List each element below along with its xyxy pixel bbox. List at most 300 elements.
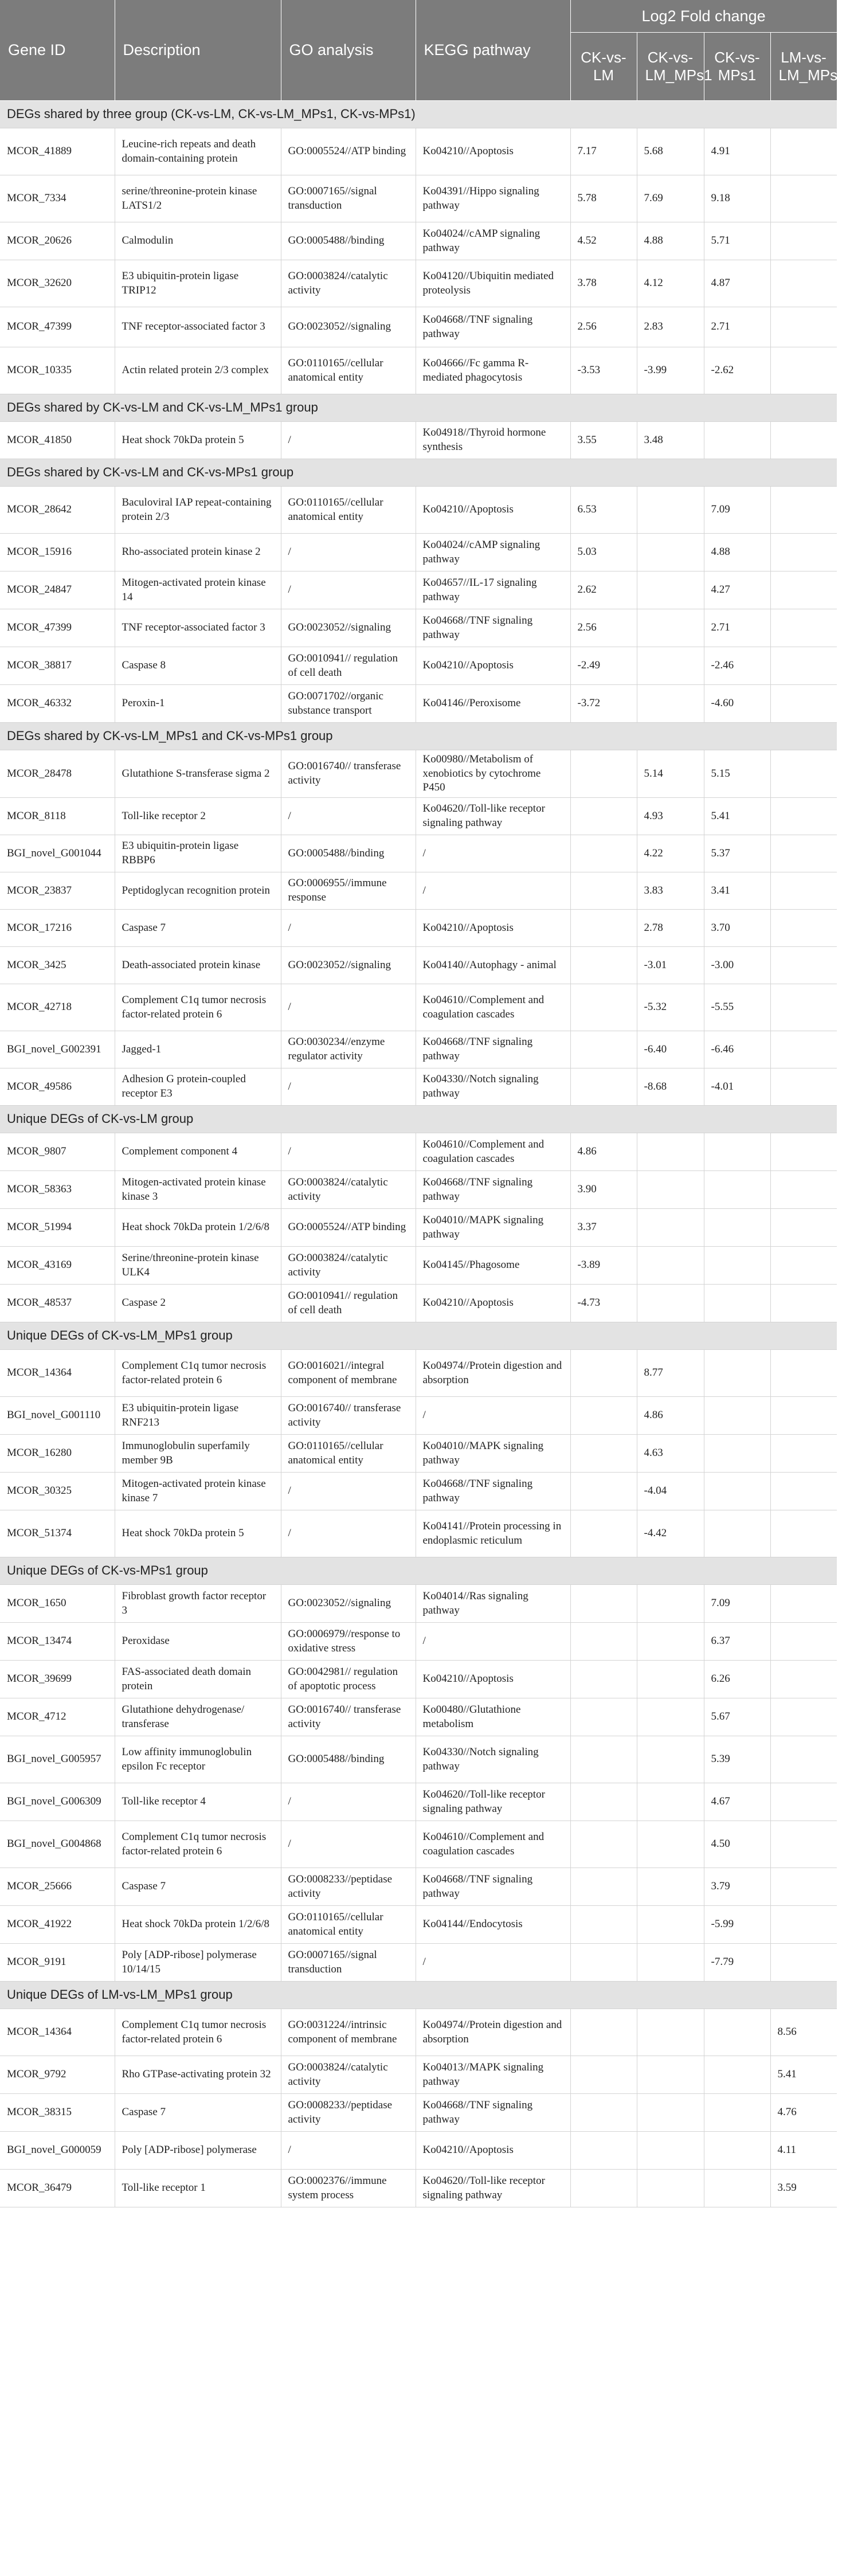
fc-lm-vs-lm-mps1-cell bbox=[770, 1944, 837, 1982]
fc-ck-vs-lm-mps1-cell bbox=[637, 487, 704, 534]
description-cell: Poly [ADP-ribose] polymerase 10/14/15 bbox=[115, 1944, 281, 1982]
fc-ck-vs-lm-cell: 2.62 bbox=[570, 571, 637, 609]
group-header-row bbox=[0, 1322, 837, 1350]
fc-lm-vs-lm-mps1-cell bbox=[770, 947, 837, 984]
fc-ck-vs-lm-cell bbox=[570, 1944, 637, 1982]
go-analysis-cell: GO:0008233//peptidase activity bbox=[281, 2094, 416, 2132]
description-cell: Complement component 4 bbox=[115, 1133, 281, 1171]
description-cell: Complement C1q tumor necrosis factor-related protein 6 bbox=[115, 984, 281, 1031]
kegg-pathway-cell: Ko04974//Protein digestion and absorption bbox=[416, 1350, 570, 1397]
table-row bbox=[0, 260, 837, 307]
kegg-pathway-cell: Ko04668//TNF signaling pathway bbox=[416, 1171, 570, 1209]
kegg-pathway-cell: Ko04140//Autophagy - animal bbox=[416, 947, 570, 984]
fc-lm-vs-lm-mps1-cell bbox=[770, 571, 837, 609]
header-go-analysis: GO analysis bbox=[281, 0, 416, 101]
kegg-pathway-cell: Ko04144//Endocytosis bbox=[416, 1906, 570, 1944]
fc-ck-vs-mps1-cell bbox=[704, 2056, 770, 2094]
fc-lm-vs-lm-mps1-cell bbox=[770, 487, 837, 534]
fc-ck-vs-lm-cell: 2.56 bbox=[570, 307, 637, 347]
gene-id-cell: MCOR_28478 bbox=[0, 750, 115, 798]
gene-id-cell: MCOR_41889 bbox=[0, 128, 115, 175]
fc-lm-vs-lm-mps1-cell bbox=[770, 1623, 837, 1661]
fc-lm-vs-lm-mps1-cell bbox=[770, 1661, 837, 1698]
fc-ck-vs-lm-mps1-cell bbox=[637, 1868, 704, 1906]
go-analysis-cell: GO:0110165//cellular anatomical entity bbox=[281, 347, 416, 394]
fc-ck-vs-lm-cell bbox=[570, 1031, 637, 1068]
fc-ck-vs-lm-mps1-cell: 4.63 bbox=[637, 1435, 704, 1473]
fc-ck-vs-lm-mps1-cell: 4.88 bbox=[637, 222, 704, 260]
kegg-pathway-cell: Ko04210//Apoptosis bbox=[416, 1285, 570, 1322]
fc-ck-vs-lm-cell bbox=[570, 2170, 637, 2207]
go-analysis-cell: GO:0016740// transferase activity bbox=[281, 1698, 416, 1736]
go-analysis-cell: GO:0008233//peptidase activity bbox=[281, 1868, 416, 1906]
fc-ck-vs-lm-mps1-cell: -6.40 bbox=[637, 1031, 704, 1068]
gene-id-cell: MCOR_1650 bbox=[0, 1585, 115, 1623]
gene-id-cell: MCOR_15916 bbox=[0, 534, 115, 571]
fc-lm-vs-lm-mps1-cell bbox=[770, 609, 837, 647]
fc-ck-vs-lm-cell: 3.37 bbox=[570, 1209, 637, 1247]
fc-ck-vs-lm-cell bbox=[570, 1821, 637, 1868]
fc-ck-vs-lm-cell: 2.56 bbox=[570, 609, 637, 647]
fc-ck-vs-lm-mps1-cell bbox=[637, 1209, 704, 1247]
go-analysis-cell: GO:0005524//ATP binding bbox=[281, 1209, 416, 1247]
fc-ck-vs-lm-mps1-cell: -4.42 bbox=[637, 1510, 704, 1557]
fc-ck-vs-lm-mps1-cell bbox=[637, 647, 704, 685]
fc-ck-vs-mps1-cell: 2.71 bbox=[704, 307, 770, 347]
fc-ck-vs-lm-cell: 6.53 bbox=[570, 487, 637, 534]
fc-ck-vs-mps1-cell: 4.87 bbox=[704, 260, 770, 307]
gene-id-cell: MCOR_14364 bbox=[0, 2009, 115, 2056]
kegg-pathway-cell: Ko04610//Complement and coagulation cascades bbox=[416, 1133, 570, 1171]
kegg-pathway-cell: Ko04918//Thyroid hormone synthesis bbox=[416, 422, 570, 459]
table-row bbox=[0, 1585, 837, 1623]
fc-ck-vs-lm-mps1-cell: 4.22 bbox=[637, 835, 704, 872]
fc-ck-vs-lm-cell bbox=[570, 1736, 637, 1783]
fc-ck-vs-lm-mps1-cell bbox=[637, 1783, 704, 1821]
fc-lm-vs-lm-mps1-cell bbox=[770, 1821, 837, 1868]
go-analysis-cell: GO:0016021//integral component of membrane bbox=[281, 1350, 416, 1397]
kegg-pathway-cell: Ko04120//Ubiquitin mediated proteolysis bbox=[416, 260, 570, 307]
kegg-pathway-cell: Ko04620//Toll-like receptor signaling pathway bbox=[416, 1783, 570, 1821]
kegg-pathway-cell: Ko04657//IL-17 signaling pathway bbox=[416, 571, 570, 609]
description-cell: E3 ubiquitin-protein ligase TRIP12 bbox=[115, 260, 281, 307]
fc-ck-vs-lm-cell bbox=[570, 1510, 637, 1557]
fc-ck-vs-lm-mps1-cell bbox=[637, 1133, 704, 1171]
fc-ck-vs-lm-cell bbox=[570, 1068, 637, 1106]
group-title: DEGs shared by CK-vs-LM_MPs1 and CK-vs-MPs1 group bbox=[0, 723, 837, 750]
gene-id-cell: BGI_novel_G001044 bbox=[0, 835, 115, 872]
description-cell: Caspase 7 bbox=[115, 910, 281, 947]
fc-ck-vs-mps1-cell bbox=[704, 1171, 770, 1209]
description-cell: E3 ubiquitin-protein ligase RBBP6 bbox=[115, 835, 281, 872]
go-analysis-cell: GO:0002376//immune system process bbox=[281, 2170, 416, 2207]
fc-lm-vs-lm-mps1-cell bbox=[770, 347, 837, 394]
description-cell: Mitogen-activated protein kinase 14 bbox=[115, 571, 281, 609]
kegg-pathway-cell: / bbox=[416, 1944, 570, 1982]
gene-id-cell: MCOR_36479 bbox=[0, 2170, 115, 2207]
gene-id-cell: MCOR_46332 bbox=[0, 685, 115, 723]
fc-ck-vs-lm-cell bbox=[570, 872, 637, 910]
table-row bbox=[0, 222, 837, 260]
kegg-pathway-cell: Ko04210//Apoptosis bbox=[416, 1661, 570, 1698]
fc-ck-vs-mps1-cell: 9.18 bbox=[704, 175, 770, 222]
fc-ck-vs-mps1-cell: 7.09 bbox=[704, 487, 770, 534]
fc-lm-vs-lm-mps1-cell bbox=[770, 260, 837, 307]
fc-ck-vs-lm-mps1-cell bbox=[637, 685, 704, 723]
kegg-pathway-cell: Ko04210//Apoptosis bbox=[416, 2132, 570, 2170]
description-cell: Heat shock 70kDa protein 5 bbox=[115, 422, 281, 459]
table-row bbox=[0, 128, 837, 175]
fc-ck-vs-mps1-cell: 4.50 bbox=[704, 1821, 770, 1868]
table-row bbox=[0, 1350, 837, 1397]
fc-ck-vs-lm-cell bbox=[570, 1906, 637, 1944]
group-header-row bbox=[0, 459, 837, 487]
table-body bbox=[0, 101, 837, 2207]
go-analysis-cell: / bbox=[281, 984, 416, 1031]
kegg-pathway-cell: Ko04668//TNF signaling pathway bbox=[416, 2094, 570, 2132]
description-cell: Caspase 2 bbox=[115, 1285, 281, 1322]
fc-lm-vs-lm-mps1-cell bbox=[770, 175, 837, 222]
fc-ck-vs-lm-cell: 3.90 bbox=[570, 1171, 637, 1209]
table-row bbox=[0, 1209, 837, 1247]
gene-id-cell: BGI_novel_G002391 bbox=[0, 1031, 115, 1068]
go-analysis-cell: / bbox=[281, 1133, 416, 1171]
kegg-pathway-cell: Ko04210//Apoptosis bbox=[416, 487, 570, 534]
table-row bbox=[0, 2170, 837, 2207]
fc-ck-vs-lm-mps1-cell bbox=[637, 2056, 704, 2094]
description-cell: Death-associated protein kinase bbox=[115, 947, 281, 984]
group-title: DEGs shared by CK-vs-LM and CK-vs-MPs1 group bbox=[0, 459, 837, 487]
fc-ck-vs-mps1-cell: 4.27 bbox=[704, 571, 770, 609]
fc-ck-vs-lm-mps1-cell: 5.68 bbox=[637, 128, 704, 175]
fc-lm-vs-lm-mps1-cell: 8.56 bbox=[770, 2009, 837, 2056]
fc-ck-vs-lm-cell: -4.73 bbox=[570, 1285, 637, 1322]
fc-lm-vs-lm-mps1-cell bbox=[770, 1397, 837, 1435]
go-analysis-cell: / bbox=[281, 910, 416, 947]
group-header-row bbox=[0, 1982, 837, 2009]
table-row bbox=[0, 1171, 837, 1209]
go-analysis-cell: / bbox=[281, 1068, 416, 1106]
kegg-pathway-cell: Ko04024//cAMP signaling pathway bbox=[416, 534, 570, 571]
header-ck-vs-lm: CK-vs-LM bbox=[570, 33, 637, 101]
fc-lm-vs-lm-mps1-cell bbox=[770, 1068, 837, 1106]
fc-ck-vs-lm-mps1-cell bbox=[637, 534, 704, 571]
fc-lm-vs-lm-mps1-cell bbox=[770, 1510, 837, 1557]
go-analysis-cell: GO:0005488//binding bbox=[281, 835, 416, 872]
kegg-pathway-cell: Ko04014//Ras signaling pathway bbox=[416, 1585, 570, 1623]
fc-lm-vs-lm-mps1-cell: 5.41 bbox=[770, 2056, 837, 2094]
description-cell: serine/threonine-protein kinase LATS1/2 bbox=[115, 175, 281, 222]
description-cell: Toll-like receptor 4 bbox=[115, 1783, 281, 1821]
kegg-pathway-cell: Ko04668//TNF signaling pathway bbox=[416, 609, 570, 647]
table-row bbox=[0, 685, 837, 723]
fc-ck-vs-lm-cell bbox=[570, 798, 637, 835]
fc-ck-vs-lm-mps1-cell: -5.32 bbox=[637, 984, 704, 1031]
gene-id-cell: MCOR_47399 bbox=[0, 307, 115, 347]
kegg-pathway-cell: Ko04141//Protein processing in endoplasmic reticulum bbox=[416, 1510, 570, 1557]
fc-ck-vs-mps1-cell: -2.46 bbox=[704, 647, 770, 685]
go-analysis-cell: GO:0071702//organic substance transport bbox=[281, 685, 416, 723]
fc-lm-vs-lm-mps1-cell bbox=[770, 872, 837, 910]
description-cell: Mitogen-activated protein kinase kinase 3 bbox=[115, 1171, 281, 1209]
gene-id-cell: MCOR_23837 bbox=[0, 872, 115, 910]
fc-ck-vs-mps1-cell: 3.70 bbox=[704, 910, 770, 947]
kegg-pathway-cell: Ko04010//MAPK signaling pathway bbox=[416, 1435, 570, 1473]
fc-lm-vs-lm-mps1-cell bbox=[770, 1783, 837, 1821]
go-analysis-cell: GO:0003824//catalytic activity bbox=[281, 260, 416, 307]
header-kegg-pathway: KEGG pathway bbox=[416, 0, 570, 101]
gene-id-cell: MCOR_14364 bbox=[0, 1350, 115, 1397]
kegg-pathway-cell: Ko04668//TNF signaling pathway bbox=[416, 1868, 570, 1906]
gene-id-cell: MCOR_38315 bbox=[0, 2094, 115, 2132]
kegg-pathway-cell: / bbox=[416, 835, 570, 872]
fc-ck-vs-lm-mps1-cell bbox=[637, 1285, 704, 1322]
go-analysis-cell: GO:0010941// regulation of cell death bbox=[281, 1285, 416, 1322]
fc-ck-vs-lm-mps1-cell: 2.78 bbox=[637, 910, 704, 947]
fc-ck-vs-lm-mps1-cell: 7.69 bbox=[637, 175, 704, 222]
gene-id-cell: MCOR_17216 bbox=[0, 910, 115, 947]
fc-ck-vs-lm-mps1-cell bbox=[637, 571, 704, 609]
fc-ck-vs-lm-cell bbox=[570, 984, 637, 1031]
table-row bbox=[0, 750, 837, 798]
table-row bbox=[0, 2009, 837, 2056]
kegg-pathway-cell: Ko04620//Toll-like receptor signaling pathway bbox=[416, 798, 570, 835]
fc-ck-vs-lm-cell bbox=[570, 750, 637, 798]
fc-lm-vs-lm-mps1-cell bbox=[770, 128, 837, 175]
gene-id-cell: MCOR_4712 bbox=[0, 1698, 115, 1736]
go-analysis-cell: GO:0005488//binding bbox=[281, 222, 416, 260]
description-cell: TNF receptor-associated factor 3 bbox=[115, 609, 281, 647]
gene-id-cell: MCOR_8118 bbox=[0, 798, 115, 835]
fc-ck-vs-mps1-cell: -3.00 bbox=[704, 947, 770, 984]
group-header-row bbox=[0, 394, 837, 422]
fc-ck-vs-lm-mps1-cell: 5.14 bbox=[637, 750, 704, 798]
kegg-pathway-cell: / bbox=[416, 1397, 570, 1435]
fc-ck-vs-lm-mps1-cell bbox=[637, 1906, 704, 1944]
description-cell: Caspase 7 bbox=[115, 2094, 281, 2132]
gene-id-cell: MCOR_10335 bbox=[0, 347, 115, 394]
description-cell: Toll-like receptor 1 bbox=[115, 2170, 281, 2207]
kegg-pathway-cell: Ko04024//cAMP signaling pathway bbox=[416, 222, 570, 260]
fc-ck-vs-lm-cell bbox=[570, 1397, 637, 1435]
group-title: Unique DEGs of CK-vs-MPs1 group bbox=[0, 1557, 837, 1585]
fc-ck-vs-lm-mps1-cell bbox=[637, 1661, 704, 1698]
fc-ck-vs-mps1-cell: 5.37 bbox=[704, 835, 770, 872]
fc-ck-vs-mps1-cell bbox=[704, 2009, 770, 2056]
gene-id-cell: BGI_novel_G000059 bbox=[0, 2132, 115, 2170]
fc-ck-vs-mps1-cell: 5.41 bbox=[704, 798, 770, 835]
description-cell: Actin related protein 2/3 complex bbox=[115, 347, 281, 394]
kegg-pathway-cell: Ko04210//Apoptosis bbox=[416, 910, 570, 947]
go-analysis-cell: GO:0010941// regulation of cell death bbox=[281, 647, 416, 685]
table-header bbox=[0, 0, 846, 101]
fc-ck-vs-lm-cell bbox=[570, 2056, 637, 2094]
go-analysis-cell: GO:0023052//signaling bbox=[281, 609, 416, 647]
gene-id-cell: MCOR_20626 bbox=[0, 222, 115, 260]
fc-ck-vs-mps1-cell: 4.88 bbox=[704, 534, 770, 571]
kegg-pathway-cell: Ko04330//Notch signaling pathway bbox=[416, 1736, 570, 1783]
fc-ck-vs-lm-mps1-cell: 3.48 bbox=[637, 422, 704, 459]
go-analysis-cell: GO:0042981// regulation of apoptotic process bbox=[281, 1661, 416, 1698]
fc-ck-vs-lm-mps1-cell bbox=[637, 1698, 704, 1736]
fc-lm-vs-lm-mps1-cell bbox=[770, 1736, 837, 1783]
fc-ck-vs-lm-cell: 3.55 bbox=[570, 422, 637, 459]
table-row bbox=[0, 2094, 837, 2132]
go-analysis-cell: GO:0110165//cellular anatomical entity bbox=[281, 1906, 416, 1944]
fc-ck-vs-lm-mps1-cell: 3.83 bbox=[637, 872, 704, 910]
table-row bbox=[0, 872, 837, 910]
fc-ck-vs-lm-cell bbox=[570, 1698, 637, 1736]
fc-ck-vs-mps1-cell: -7.79 bbox=[704, 1944, 770, 1982]
fc-lm-vs-lm-mps1-cell bbox=[770, 1247, 837, 1285]
gene-id-cell: MCOR_43169 bbox=[0, 1247, 115, 1285]
table-row bbox=[0, 1783, 837, 1821]
gene-id-cell: MCOR_3425 bbox=[0, 947, 115, 984]
description-cell: Leucine-rich repeats and death domain-containing protein bbox=[115, 128, 281, 175]
fc-ck-vs-lm-mps1-cell bbox=[637, 2132, 704, 2170]
table-row bbox=[0, 1661, 837, 1698]
go-analysis-cell: GO:0003824//catalytic activity bbox=[281, 1171, 416, 1209]
fc-ck-vs-lm-mps1-cell: -4.04 bbox=[637, 1473, 704, 1510]
header-lm-vs-lm-mps1: LM-vs-LM_MPs1 bbox=[770, 33, 837, 101]
fc-ck-vs-lm-mps1-cell: 4.93 bbox=[637, 798, 704, 835]
description-cell: FAS-associated death domain protein bbox=[115, 1661, 281, 1698]
fc-ck-vs-lm-cell bbox=[570, 1868, 637, 1906]
fc-ck-vs-lm-cell bbox=[570, 1435, 637, 1473]
fc-ck-vs-lm-mps1-cell: -3.01 bbox=[637, 947, 704, 984]
table-row bbox=[0, 422, 837, 459]
description-cell: Caspase 8 bbox=[115, 647, 281, 685]
fc-lm-vs-lm-mps1-cell bbox=[770, 798, 837, 835]
fc-lm-vs-lm-mps1-cell bbox=[770, 534, 837, 571]
fc-ck-vs-mps1-cell bbox=[704, 2094, 770, 2132]
fc-ck-vs-lm-mps1-cell bbox=[637, 609, 704, 647]
description-cell: Rho GTPase-activating protein 32 bbox=[115, 2056, 281, 2094]
gene-id-cell: BGI_novel_G006309 bbox=[0, 1783, 115, 1821]
description-cell: Rho-associated protein kinase 2 bbox=[115, 534, 281, 571]
description-cell: Complement C1q tumor necrosis factor-related protein 6 bbox=[115, 2009, 281, 2056]
kegg-pathway-cell: Ko04610//Complement and coagulation cascades bbox=[416, 984, 570, 1031]
kegg-pathway-cell: / bbox=[416, 872, 570, 910]
description-cell: Poly [ADP-ribose] polymerase bbox=[115, 2132, 281, 2170]
table-row bbox=[0, 1906, 837, 1944]
table-row bbox=[0, 1944, 837, 1982]
kegg-pathway-cell: Ko04146//Peroxisome bbox=[416, 685, 570, 723]
header-log2-fold-change: Log2 Fold change bbox=[570, 0, 837, 33]
header-ck-vs-mps1: CK-vs-MPs1 bbox=[704, 33, 770, 101]
gene-id-cell: MCOR_7334 bbox=[0, 175, 115, 222]
table-row bbox=[0, 2132, 837, 2170]
fc-ck-vs-lm-cell bbox=[570, 2009, 637, 2056]
kegg-pathway-cell: Ko04391//Hippo signaling pathway bbox=[416, 175, 570, 222]
fc-ck-vs-lm-cell bbox=[570, 835, 637, 872]
description-cell: Serine/threonine-protein kinase ULK4 bbox=[115, 1247, 281, 1285]
go-analysis-cell: GO:0023052//signaling bbox=[281, 307, 416, 347]
description-cell: Baculoviral IAP repeat-containing protein 2/3 bbox=[115, 487, 281, 534]
fc-ck-vs-lm-mps1-cell bbox=[637, 1821, 704, 1868]
gene-id-cell: MCOR_32620 bbox=[0, 260, 115, 307]
go-analysis-cell: GO:0007165//signal transduction bbox=[281, 1944, 416, 1982]
go-analysis-cell: GO:0007165//signal transduction bbox=[281, 175, 416, 222]
fc-lm-vs-lm-mps1-cell bbox=[770, 1285, 837, 1322]
fc-ck-vs-mps1-cell: 4.91 bbox=[704, 128, 770, 175]
description-cell: Complement C1q tumor necrosis factor-related protein 6 bbox=[115, 1821, 281, 1868]
fc-ck-vs-lm-cell: 4.52 bbox=[570, 222, 637, 260]
fc-ck-vs-mps1-cell: -2.62 bbox=[704, 347, 770, 394]
fc-ck-vs-mps1-cell bbox=[704, 1397, 770, 1435]
table-row bbox=[0, 1031, 837, 1068]
fc-ck-vs-mps1-cell bbox=[704, 1209, 770, 1247]
go-analysis-cell: / bbox=[281, 422, 416, 459]
gene-id-cell: MCOR_25666 bbox=[0, 1868, 115, 1906]
gene-id-cell: MCOR_41850 bbox=[0, 422, 115, 459]
go-analysis-cell: GO:0006979//response to oxidative stress bbox=[281, 1623, 416, 1661]
kegg-pathway-cell: Ko04666//Fc gamma R-mediated phagocytosis bbox=[416, 347, 570, 394]
gene-id-cell: MCOR_9792 bbox=[0, 2056, 115, 2094]
gene-id-cell: MCOR_28642 bbox=[0, 487, 115, 534]
group-title: Unique DEGs of CK-vs-LM_MPs1 group bbox=[0, 1322, 837, 1350]
fc-lm-vs-lm-mps1-cell bbox=[770, 1350, 837, 1397]
description-cell: Toll-like receptor 2 bbox=[115, 798, 281, 835]
group-title: Unique DEGs of CK-vs-LM group bbox=[0, 1106, 837, 1133]
fc-ck-vs-lm-cell bbox=[570, 2094, 637, 2132]
table-row bbox=[0, 1397, 837, 1435]
fc-ck-vs-lm-cell: -3.89 bbox=[570, 1247, 637, 1285]
fc-ck-vs-mps1-cell: 7.09 bbox=[704, 1585, 770, 1623]
kegg-pathway-cell: Ko04010//MAPK signaling pathway bbox=[416, 1209, 570, 1247]
fc-lm-vs-lm-mps1-cell bbox=[770, 1868, 837, 1906]
go-analysis-cell: / bbox=[281, 1783, 416, 1821]
go-analysis-cell: / bbox=[281, 534, 416, 571]
table-row bbox=[0, 798, 837, 835]
table-row bbox=[0, 647, 837, 685]
go-analysis-cell: GO:0031224//intrinsic component of membrane bbox=[281, 2009, 416, 2056]
fc-ck-vs-lm-mps1-cell bbox=[637, 1944, 704, 1982]
fc-ck-vs-mps1-cell bbox=[704, 1133, 770, 1171]
go-analysis-cell: GO:0005524//ATP binding bbox=[281, 128, 416, 175]
table-row bbox=[0, 910, 837, 947]
fc-ck-vs-lm-mps1-cell: -3.99 bbox=[637, 347, 704, 394]
description-cell: Peroxidase bbox=[115, 1623, 281, 1661]
fc-ck-vs-lm-cell: 5.78 bbox=[570, 175, 637, 222]
description-cell: Peptidoglycan recognition protein bbox=[115, 872, 281, 910]
table-row bbox=[0, 1736, 837, 1783]
fc-lm-vs-lm-mps1-cell bbox=[770, 1031, 837, 1068]
group-header-row bbox=[0, 101, 837, 128]
fc-ck-vs-mps1-cell: 5.15 bbox=[704, 750, 770, 798]
fc-ck-vs-mps1-cell: 5.71 bbox=[704, 222, 770, 260]
fc-lm-vs-lm-mps1-cell bbox=[770, 1473, 837, 1510]
kegg-pathway-cell: Ko04210//Apoptosis bbox=[416, 128, 570, 175]
gene-id-cell: MCOR_47399 bbox=[0, 609, 115, 647]
description-cell: Jagged-1 bbox=[115, 1031, 281, 1068]
fc-ck-vs-lm-mps1-cell bbox=[637, 1247, 704, 1285]
go-analysis-cell: GO:0003824//catalytic activity bbox=[281, 1247, 416, 1285]
gene-id-cell: BGI_novel_G005957 bbox=[0, 1736, 115, 1783]
header-description: Description bbox=[115, 0, 281, 101]
table-row bbox=[0, 1473, 837, 1510]
header-gene-id: Gene ID bbox=[0, 0, 115, 101]
gene-id-cell: MCOR_9191 bbox=[0, 1944, 115, 1982]
table-row bbox=[0, 1435, 837, 1473]
go-analysis-cell: GO:0016740// transferase activity bbox=[281, 1397, 416, 1435]
table-row bbox=[0, 1510, 837, 1557]
go-analysis-cell: / bbox=[281, 1821, 416, 1868]
description-cell: Fibroblast growth factor receptor 3 bbox=[115, 1585, 281, 1623]
gene-id-cell: MCOR_51994 bbox=[0, 1209, 115, 1247]
fc-ck-vs-lm-cell: 4.86 bbox=[570, 1133, 637, 1171]
fc-lm-vs-lm-mps1-cell bbox=[770, 647, 837, 685]
